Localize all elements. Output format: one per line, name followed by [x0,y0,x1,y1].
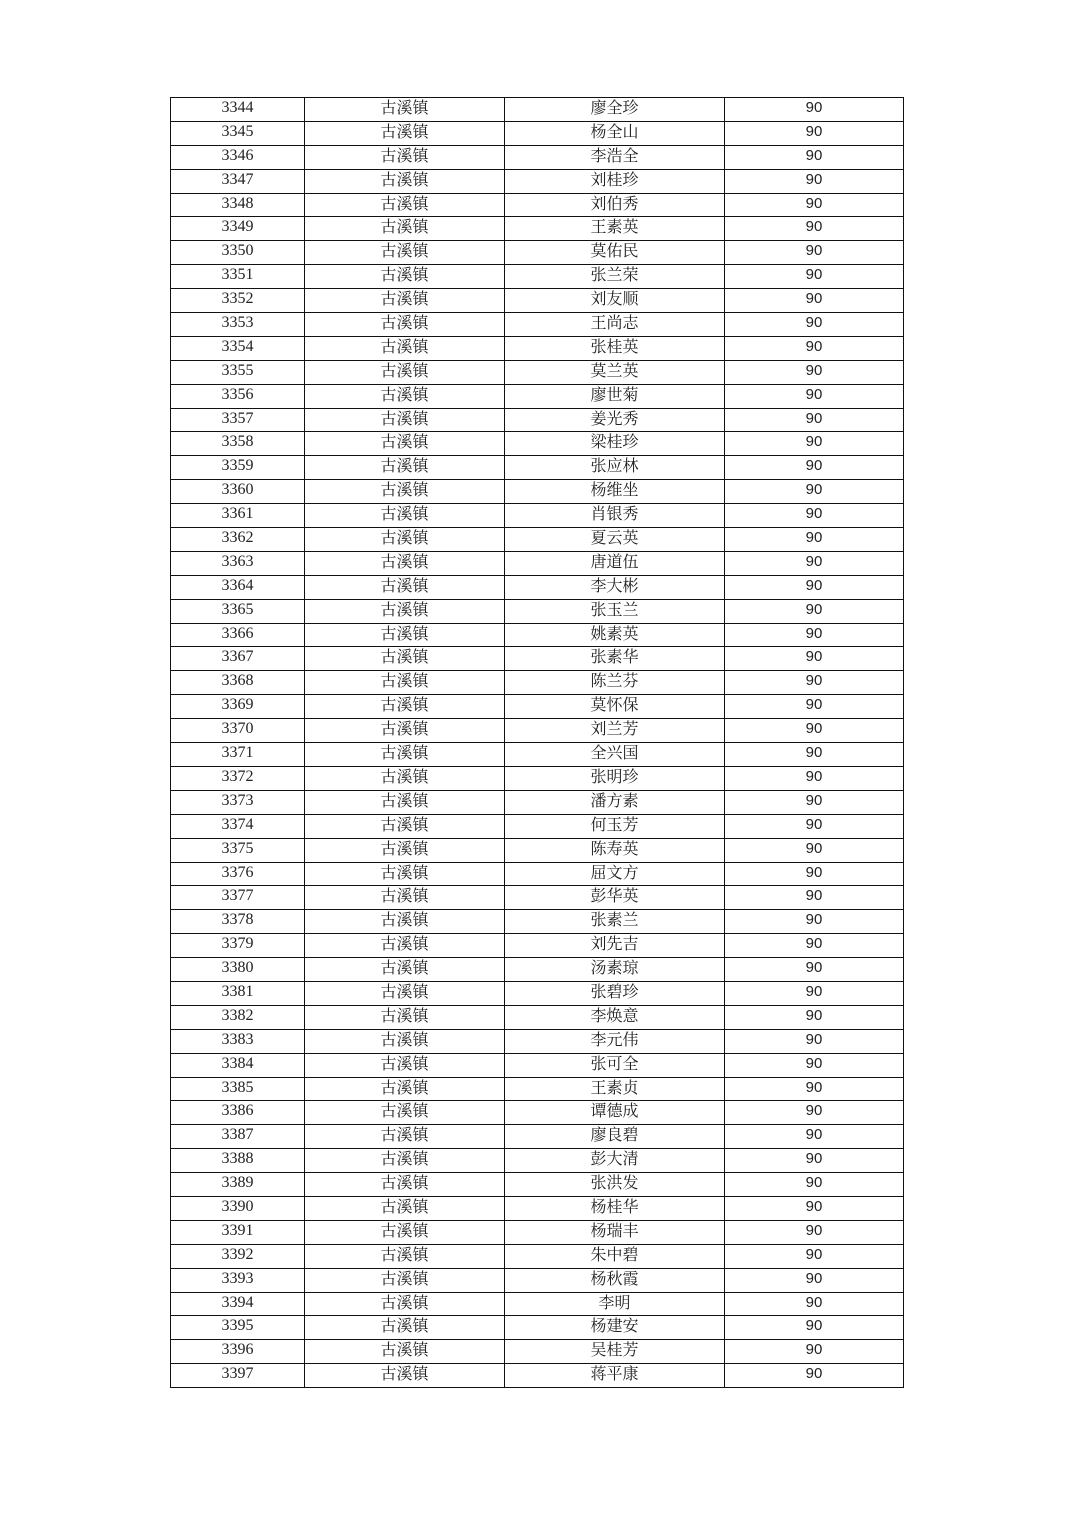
name-cell: 杨建安 [505,1316,725,1340]
table-row [171,623,904,647]
table-row [171,766,904,790]
table-row [171,1196,904,1220]
town-cell: 古溪镇 [305,743,505,767]
row-number-cell: 3384 [171,1053,305,1077]
town-cell: 古溪镇 [305,719,505,743]
name-cell: 杨桂华 [505,1196,725,1220]
amount-cell: 90 [725,145,904,169]
table-row [171,121,904,145]
amount-cell: 90 [725,1340,904,1364]
table-row [171,647,904,671]
row-number-cell: 3391 [171,1220,305,1244]
town-cell: 古溪镇 [305,766,505,790]
row-number-cell: 3357 [171,408,305,432]
table-row [171,1029,904,1053]
amount-cell: 90 [725,599,904,623]
table-row [171,1292,904,1316]
table-row [171,934,904,958]
name-cell: 王素贞 [505,1077,725,1101]
row-number-cell: 3372 [171,766,305,790]
town-cell: 古溪镇 [305,480,505,504]
amount-cell: 90 [725,695,904,719]
table-row [171,241,904,265]
name-cell: 陈兰芬 [505,671,725,695]
amount-cell: 90 [725,814,904,838]
name-cell: 张洪发 [505,1173,725,1197]
row-number-cell: 3358 [171,432,305,456]
amount-cell: 90 [725,1173,904,1197]
row-number-cell: 3370 [171,719,305,743]
row-number-cell: 3374 [171,814,305,838]
row-number-cell: 3377 [171,886,305,910]
town-cell: 古溪镇 [305,886,505,910]
name-cell: 廖良碧 [505,1125,725,1149]
row-number-cell: 3347 [171,169,305,193]
amount-cell: 90 [725,1244,904,1268]
name-cell: 张玉兰 [505,599,725,623]
town-cell: 古溪镇 [305,599,505,623]
name-cell: 何玉芳 [505,814,725,838]
table-row [171,1220,904,1244]
town-cell: 古溪镇 [305,1196,505,1220]
town-cell: 古溪镇 [305,1244,505,1268]
table-row [171,1125,904,1149]
row-number-cell: 3355 [171,360,305,384]
row-number-cell: 3381 [171,981,305,1005]
row-number-cell: 3382 [171,1005,305,1029]
town-cell: 古溪镇 [305,1029,505,1053]
table-row [171,289,904,313]
amount-cell: 90 [725,193,904,217]
name-cell: 彭华英 [505,886,725,910]
name-cell: 杨维坐 [505,480,725,504]
name-cell: 张素兰 [505,910,725,934]
name-cell: 李浩全 [505,145,725,169]
amount-cell: 90 [725,1005,904,1029]
row-number-cell: 3365 [171,599,305,623]
amount-cell: 90 [725,1196,904,1220]
name-cell: 吴桂芳 [505,1340,725,1364]
row-number-cell: 3368 [171,671,305,695]
amount-cell: 90 [725,121,904,145]
name-cell: 朱中碧 [505,1244,725,1268]
amount-cell: 90 [725,1125,904,1149]
row-number-cell: 3345 [171,121,305,145]
amount-cell: 90 [725,360,904,384]
table-row [171,838,904,862]
name-cell: 莫佑民 [505,241,725,265]
town-cell: 古溪镇 [305,1005,505,1029]
amount-cell: 90 [725,1077,904,1101]
name-cell: 杨秋霞 [505,1268,725,1292]
table-row [171,1268,904,1292]
town-cell: 古溪镇 [305,1173,505,1197]
amount-cell: 90 [725,719,904,743]
row-number-cell: 3364 [171,575,305,599]
town-cell: 古溪镇 [305,360,505,384]
table-row [171,480,904,504]
amount-cell: 90 [725,217,904,241]
amount-cell: 90 [725,551,904,575]
table-row [171,910,904,934]
name-cell: 全兴国 [505,743,725,767]
row-number-cell: 3389 [171,1173,305,1197]
town-cell: 古溪镇 [305,695,505,719]
town-cell: 古溪镇 [305,313,505,337]
amount-cell: 90 [725,528,904,552]
name-cell: 刘先吉 [505,934,725,958]
amount-cell: 90 [725,862,904,886]
town-cell: 古溪镇 [305,910,505,934]
name-cell: 梁桂珍 [505,432,725,456]
town-cell: 古溪镇 [305,432,505,456]
town-cell: 古溪镇 [305,1077,505,1101]
table-row [171,719,904,743]
town-cell: 古溪镇 [305,671,505,695]
town-cell: 古溪镇 [305,265,505,289]
row-number-cell: 3380 [171,958,305,982]
table-row [171,313,904,337]
amount-cell: 90 [725,623,904,647]
town-cell: 古溪镇 [305,504,505,528]
town-cell: 古溪镇 [305,647,505,671]
amount-cell: 90 [725,981,904,1005]
town-cell: 古溪镇 [305,623,505,647]
town-cell: 古溪镇 [305,408,505,432]
row-number-cell: 3344 [171,98,305,122]
table-row [171,169,904,193]
table-row [171,599,904,623]
name-cell: 刘桂珍 [505,169,725,193]
row-number-cell: 3393 [171,1268,305,1292]
name-cell: 李元伟 [505,1029,725,1053]
row-number-cell: 3361 [171,504,305,528]
row-number-cell: 3375 [171,838,305,862]
row-number-cell: 3360 [171,480,305,504]
town-cell: 古溪镇 [305,1364,505,1388]
row-number-cell: 3359 [171,456,305,480]
amount-cell: 90 [725,265,904,289]
name-cell: 廖世菊 [505,384,725,408]
name-cell: 李焕意 [505,1005,725,1029]
table-row [171,862,904,886]
table-row [171,1053,904,1077]
row-number-cell: 3385 [171,1077,305,1101]
town-cell: 古溪镇 [305,169,505,193]
amount-cell: 90 [725,743,904,767]
town-cell: 古溪镇 [305,1340,505,1364]
town-cell: 古溪镇 [305,217,505,241]
table-row [171,1005,904,1029]
town-cell: 古溪镇 [305,575,505,599]
table-row [171,265,904,289]
row-number-cell: 3348 [171,193,305,217]
amount-cell: 90 [725,169,904,193]
town-cell: 古溪镇 [305,121,505,145]
table-row [171,1101,904,1125]
table-row [171,336,904,360]
amount-cell: 90 [725,1149,904,1173]
name-cell: 屈文方 [505,862,725,886]
table-row [171,456,904,480]
table-row [171,1316,904,1340]
town-cell: 古溪镇 [305,958,505,982]
name-cell: 张兰荣 [505,265,725,289]
name-cell: 王尚志 [505,313,725,337]
row-number-cell: 3387 [171,1125,305,1149]
town-cell: 古溪镇 [305,456,505,480]
row-number-cell: 3397 [171,1364,305,1388]
name-cell: 张碧珍 [505,981,725,1005]
town-cell: 古溪镇 [305,934,505,958]
name-cell: 刘友顺 [505,289,725,313]
amount-cell: 90 [725,1364,904,1388]
name-cell: 李明 [505,1292,725,1316]
table-row [171,1149,904,1173]
amount-cell: 90 [725,934,904,958]
row-number-cell: 3371 [171,743,305,767]
town-cell: 古溪镇 [305,1149,505,1173]
row-number-cell: 3386 [171,1101,305,1125]
name-cell: 杨瑞丰 [505,1220,725,1244]
row-number-cell: 3396 [171,1340,305,1364]
table-row [171,886,904,910]
amount-cell: 90 [725,313,904,337]
town-cell: 古溪镇 [305,289,505,313]
town-cell: 古溪镇 [305,1220,505,1244]
amount-cell: 90 [725,647,904,671]
table-row [171,408,904,432]
amount-cell: 90 [725,958,904,982]
town-cell: 古溪镇 [305,551,505,575]
table-row [171,814,904,838]
amount-cell: 90 [725,1316,904,1340]
name-cell: 莫兰英 [505,360,725,384]
row-number-cell: 3350 [171,241,305,265]
amount-cell: 90 [725,289,904,313]
table-row [171,958,904,982]
amount-cell: 90 [725,671,904,695]
town-cell: 古溪镇 [305,1292,505,1316]
amount-cell: 90 [725,1292,904,1316]
table-row [171,217,904,241]
table-row [171,1077,904,1101]
name-cell: 廖全珍 [505,98,725,122]
row-number-cell: 3367 [171,647,305,671]
amount-cell: 90 [725,886,904,910]
table-row [171,504,904,528]
amount-cell: 90 [725,1053,904,1077]
table-row [171,575,904,599]
town-cell: 古溪镇 [305,1101,505,1125]
name-cell: 夏云英 [505,528,725,552]
amount-cell: 90 [725,408,904,432]
amount-cell: 90 [725,1029,904,1053]
amount-cell: 90 [725,1268,904,1292]
amount-cell: 90 [725,384,904,408]
name-cell: 李大彬 [505,575,725,599]
town-cell: 古溪镇 [305,98,505,122]
roster-table-body [171,98,904,1388]
name-cell: 王素英 [505,217,725,241]
name-cell: 张桂英 [505,336,725,360]
row-number-cell: 3378 [171,910,305,934]
table-row [171,360,904,384]
amount-cell: 90 [725,1220,904,1244]
town-cell: 古溪镇 [305,241,505,265]
name-cell: 杨全山 [505,121,725,145]
town-cell: 古溪镇 [305,1268,505,1292]
name-cell: 莫怀保 [505,695,725,719]
name-cell: 唐道伍 [505,551,725,575]
name-cell: 姚素英 [505,623,725,647]
row-number-cell: 3356 [171,384,305,408]
name-cell: 汤素琼 [505,958,725,982]
name-cell: 张应林 [505,456,725,480]
name-cell: 张明珍 [505,766,725,790]
row-number-cell: 3394 [171,1292,305,1316]
row-number-cell: 3369 [171,695,305,719]
row-number-cell: 3349 [171,217,305,241]
town-cell: 古溪镇 [305,528,505,552]
name-cell: 张可全 [505,1053,725,1077]
name-cell: 谭德成 [505,1101,725,1125]
row-number-cell: 3376 [171,862,305,886]
row-number-cell: 3351 [171,265,305,289]
name-cell: 蒋平康 [505,1364,725,1388]
row-number-cell: 3383 [171,1029,305,1053]
row-number-cell: 3395 [171,1316,305,1340]
table-row [171,384,904,408]
name-cell: 陈寿英 [505,838,725,862]
amount-cell: 90 [725,241,904,265]
table-row [171,671,904,695]
table-row [171,1244,904,1268]
row-number-cell: 3346 [171,145,305,169]
row-number-cell: 3392 [171,1244,305,1268]
table-row [171,432,904,456]
row-number-cell: 3390 [171,1196,305,1220]
roster-table [170,97,904,1388]
town-cell: 古溪镇 [305,384,505,408]
table-row [171,1340,904,1364]
town-cell: 古溪镇 [305,862,505,886]
town-cell: 古溪镇 [305,336,505,360]
table-row [171,981,904,1005]
amount-cell: 90 [725,432,904,456]
town-cell: 古溪镇 [305,814,505,838]
amount-cell: 90 [725,1101,904,1125]
name-cell: 潘方素 [505,790,725,814]
row-number-cell: 3366 [171,623,305,647]
town-cell: 古溪镇 [305,1125,505,1149]
amount-cell: 90 [725,910,904,934]
amount-cell: 90 [725,575,904,599]
row-number-cell: 3352 [171,289,305,313]
amount-cell: 90 [725,790,904,814]
amount-cell: 90 [725,766,904,790]
town-cell: 古溪镇 [305,838,505,862]
town-cell: 古溪镇 [305,1053,505,1077]
town-cell: 古溪镇 [305,981,505,1005]
table-row [171,1173,904,1197]
town-cell: 古溪镇 [305,1316,505,1340]
row-number-cell: 3362 [171,528,305,552]
table-row [171,98,904,122]
table-row [171,193,904,217]
name-cell: 刘伯秀 [505,193,725,217]
amount-cell: 90 [725,504,904,528]
town-cell: 古溪镇 [305,145,505,169]
name-cell: 刘兰芳 [505,719,725,743]
amount-cell: 90 [725,838,904,862]
amount-cell: 90 [725,98,904,122]
amount-cell: 90 [725,456,904,480]
name-cell: 彭大清 [505,1149,725,1173]
name-cell: 张素华 [505,647,725,671]
name-cell: 姜光秀 [505,408,725,432]
table-row [171,695,904,719]
table-row [171,790,904,814]
row-number-cell: 3354 [171,336,305,360]
table-row [171,551,904,575]
row-number-cell: 3388 [171,1149,305,1173]
table-row [171,743,904,767]
table-row [171,1364,904,1388]
amount-cell: 90 [725,336,904,360]
town-cell: 古溪镇 [305,193,505,217]
table-row [171,145,904,169]
town-cell: 古溪镇 [305,790,505,814]
amount-cell: 90 [725,480,904,504]
name-cell: 肖银秀 [505,504,725,528]
row-number-cell: 3379 [171,934,305,958]
table-row [171,528,904,552]
row-number-cell: 3373 [171,790,305,814]
row-number-cell: 3353 [171,313,305,337]
row-number-cell: 3363 [171,551,305,575]
